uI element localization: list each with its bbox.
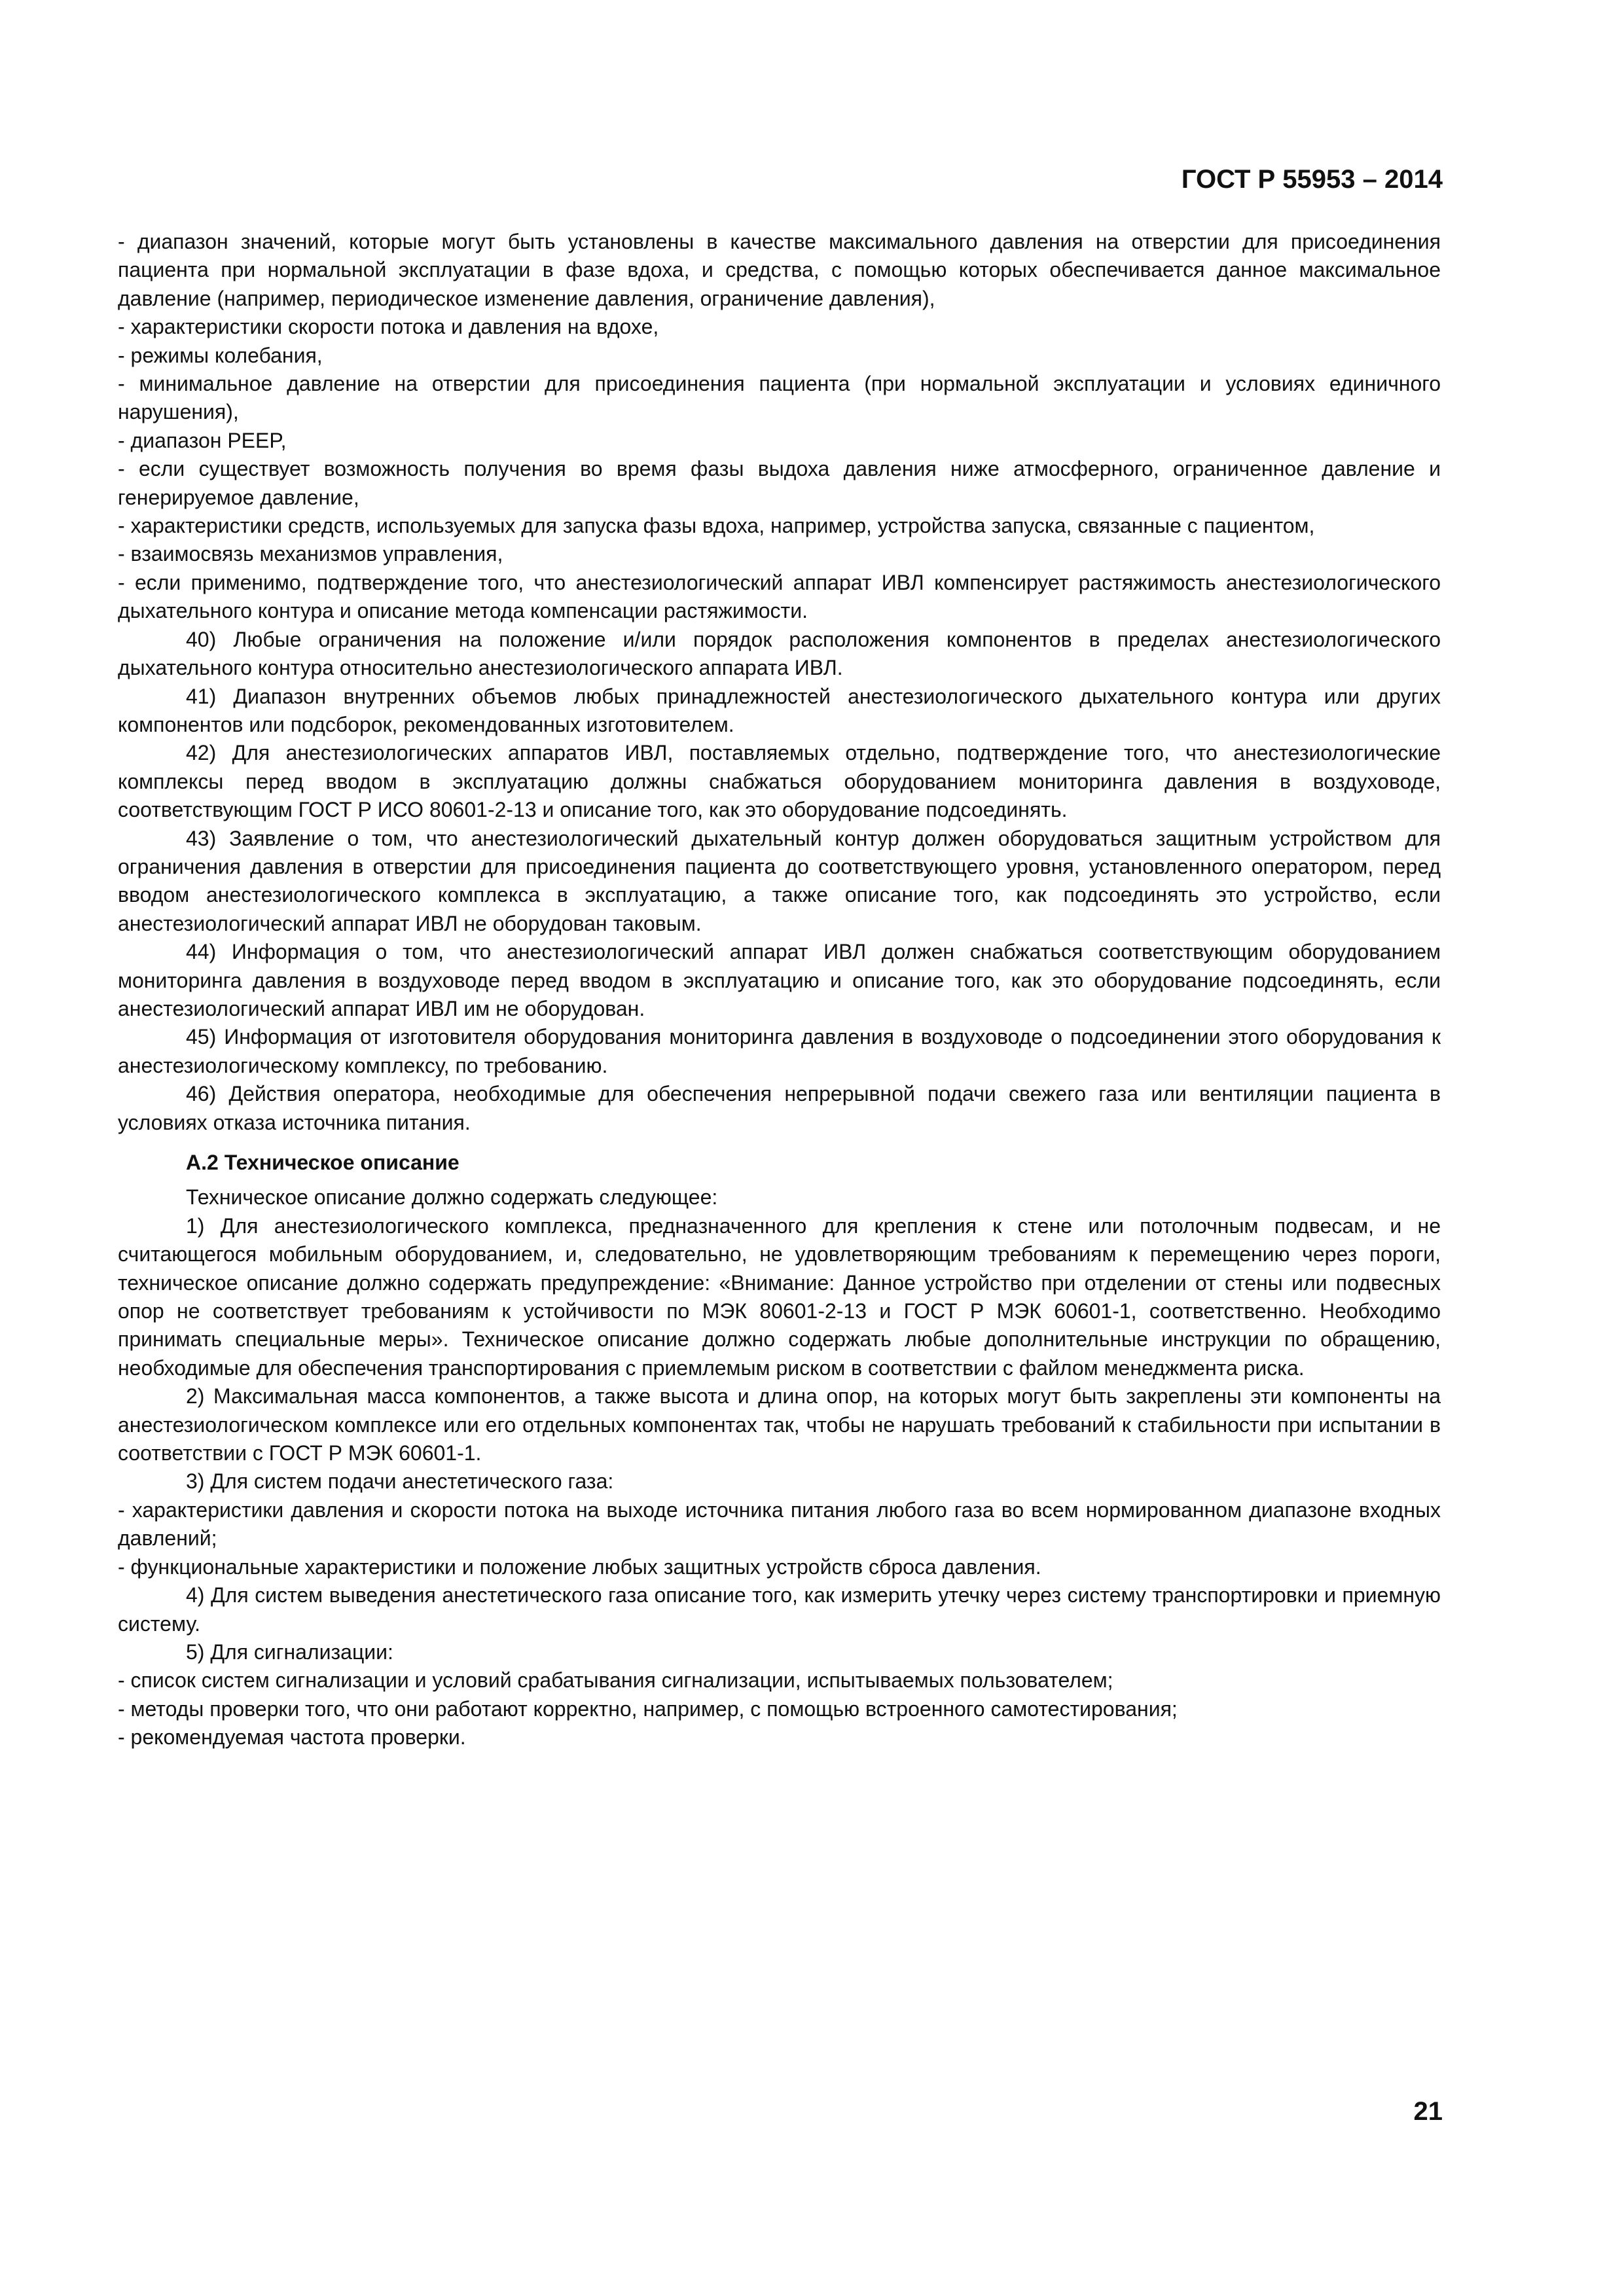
list-item-check-methods: - методы проверки того, что они работают корректно, например, с помощью встроенного самотестирования;	[118, 1696, 1178, 1721]
list-item-check-frequency: - рекомендуемая частота проверки.	[118, 1725, 466, 1749]
clause-44: 44) Информация о том, что анестезиологический аппарат ИВЛ должен снабжаться соответствующим оборудованием мониторинга давления в воздуховоде перед вводом в эксплуатацию и описание того, как это оборудование подсоединять, если анестезиологический аппарат ИВЛ им не оборудован.	[118, 940, 1441, 1020]
tech-clause-5: 5) Для сигнализации:	[186, 1640, 393, 1664]
document-code-header: ГОСТ Р 55953 – 2014	[1181, 165, 1443, 194]
tech-clause-1: 1) Для анестезиологического комплекса, предназначенного для крепления к стене или потолочным подвесам, и не считающегося мобильным оборудованием, и, следовательно, не удовлетворяющим требованиям к перемещению через пороги, техническое описание должно содержать предупреждение: «Внимание: Данное устройство при отделении от стены или подвесных опор не соответствует требованиям к устойчивости по МЭК 80601-2-13 и ГОСТ Р МЭК 60601-1, соответственно. Необходимо принимать специальные меры». Техническое описание должно содержать любые дополнительные инструкции по обращению, необходимые для обеспечения транспортирования с приемлемым риском в соответствии с файлом менеджмента риска.	[118, 1213, 1441, 1380]
section-intro: Техническое описание должно содержать следующее:	[186, 1185, 718, 1210]
tech-clause-4: 4) Для систем выведения анестетического газа описание того, как измерить утечку через систему транспортировки и приемную систему.	[118, 1583, 1441, 1636]
clause-45: 45) Информация от изготовителя оборудования мониторинга давления в воздуховоде о подсоединении этого оборудования к анестезиологическому комплексу, по требованию.	[118, 1025, 1441, 1077]
clause-41: 41) Диапазон внутренних объемов любых принадлежностей анестезиологического дыхательного контура или других компонентов или подсборок, рекомендованных изготовителем.	[118, 684, 1441, 736]
list-item-trigger-characteristics: - характеристики средств, используемых для запуска фазы вдоха, например, устройства запуска, связанные с пациентом,	[118, 514, 1315, 538]
section-heading-a2: А.2 Техническое описание	[186, 1151, 460, 1174]
list-item-gas-supply-pressure: - характеристики давления и скорости потока на выходе источника питания любого газа во всем нормированном диапазоне входных давлений;	[118, 1498, 1441, 1551]
clause-43: 43) Заявление о том, что анестезиологический дыхательный контур должен оборудоваться защитным устройством для ограничения давления в отверстии для присоединения пациента до соответствующего уровня, установленного оператором, перед вводом анестезиологического комплекса в эксплуатацию, а также описание того, как подсоединять это устройство, если анестезиологический аппарат ИВЛ не оборудован таковым.	[118, 826, 1441, 935]
page-number: 21	[1413, 2097, 1443, 2126]
list-item-flow-characteristics: - характеристики скорости потока и давления на вдохе,	[118, 315, 659, 339]
clause-40: 40) Любые ограничения на положение и/или порядок расположения компонентов в пределах анестезиологического дыхательного контура относительно анестезиологического аппарата ИВЛ.	[118, 627, 1441, 680]
list-item-pressure-range: - диапазон значений, которые могут быть установлены в качестве максимального давления на отверстии для присоединения пациента при нормальной эксплуатации в фазе вдоха, и средства, с помощью которых обеспечивается данное максимальное давление (например, периодическое изменение давления, ограничение давления),	[118, 230, 1441, 310]
list-item-oscillation-modes: - режимы колебания,	[118, 343, 323, 367]
list-item-control-interrelation: - взаимосвязь механизмов управления,	[118, 542, 503, 566]
clause-46: 46) Действия оператора, необходимые для обеспечения непрерывной подачи свежего газа или вентиляции пациента в условиях отказа источника питания.	[118, 1082, 1441, 1134]
list-item-peep-range: - диапазон PEEP,	[118, 428, 287, 452]
list-item-alarm-list: - список систем сигнализации и условий срабатывания сигнализации, испытываемых пользователем;	[118, 1668, 1113, 1693]
clause-42: 42) Для анестезиологических аппаратов ИВЛ, поставляемых отдельно, подтверждение того, что анестезиологические комплексы перед вводом в эксплуатацию должны снабжаться оборудованием мониторинга давления в воздуховоде, соответствующим ГОСТ Р ИСО 80601-2-13 и описание того, как это оборудование подсоединять.	[118, 741, 1441, 822]
tech-clause-3: 3) Для систем подачи анестетического газа:	[186, 1469, 614, 1494]
list-item-minimum-pressure: - минимальное давление на отверстии для присоединения пациента (при нормальной эксплуатации и условиях единичного нарушения),	[118, 372, 1441, 424]
document-body	[118, 228, 1441, 1752]
list-item-relief-devices: - функциональные характеристики и положение любых защитных устройств сброса давления.	[118, 1554, 1041, 1579]
tech-clause-2: 2) Максимальная масса компонентов, а также высота и длина опор, на которых могут быть закреплены эти компоненты на анестезиологическом комплексе или его отдельных компонентах так, чтобы не нарушать требований к стабильности при испытании в соответствии с ГОСТ Р МЭК 60601-1.	[118, 1384, 1441, 1465]
list-item-subatmospheric-pressure: - если существует возможность получения во время фазы выдоха давления ниже атмосферного, ограниченное давление и генерируемое давление,	[118, 457, 1441, 509]
list-item-compliance-compensation: - если применимо, подтверждение того, что анестезиологический аппарат ИВЛ компенсирует растяжимость анестезиологического дыхательного контура и описание метода компенсации растяжимости.	[118, 570, 1441, 623]
